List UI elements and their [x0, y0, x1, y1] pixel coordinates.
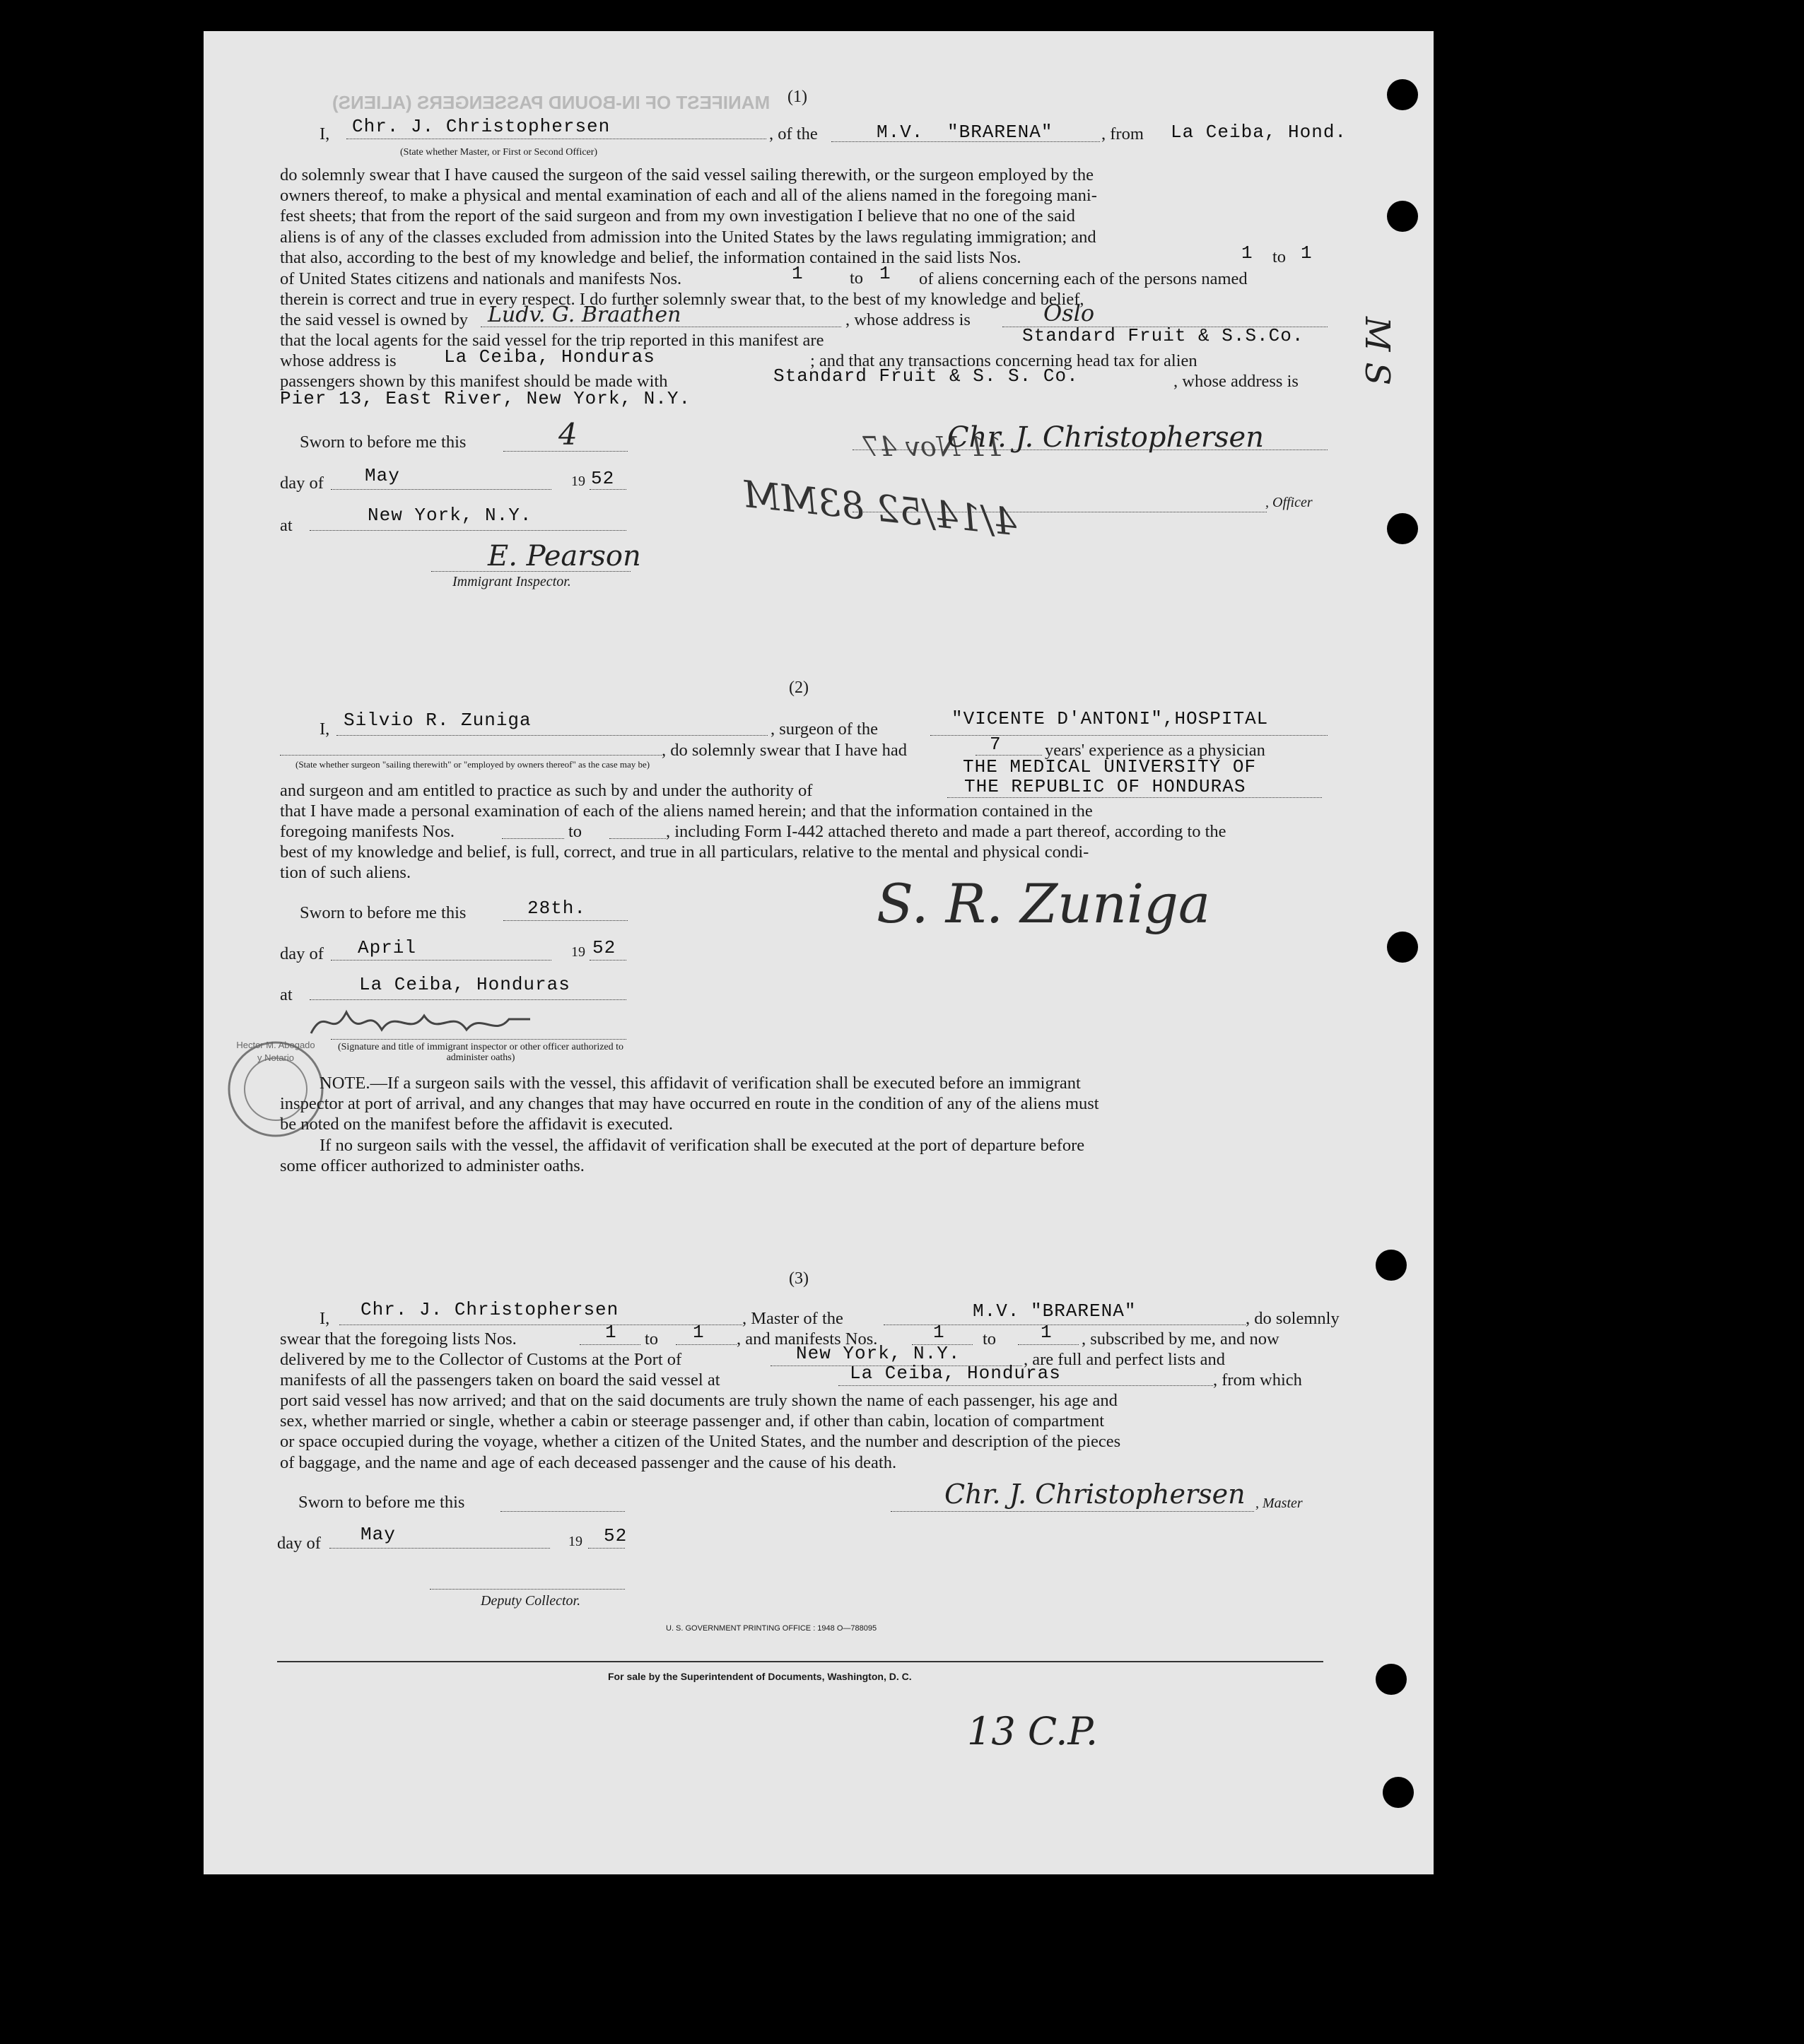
s2-note: NOTE.—If a surgeon sails with the vessel, this affidavit of verification shall be executed before an immigrant inspector at port of arrival, and any changes that may have occurred en route in the condition of any of the aliens must be noted on the manifest before the affidavit is executed. If no surgeon sails with the vessel, the affidavit of verification shall be executed at the port of departure before some officer authorized to administer oaths. — [280, 1074, 1099, 1175]
s1-sig-inspector: E. Pearson — [488, 540, 641, 572]
footer-rule — [277, 1661, 1323, 1662]
s1-aliens-text: of aliens concerning each of the persons named — [919, 269, 1248, 288]
s2-authority-1: THE MEDICAL UNIVERSITY OF — [963, 756, 1257, 777]
s3-delivered: delivered by me to the Collector of Customs at the Port of — [280, 1350, 682, 1369]
s2-to: to — [568, 822, 582, 841]
s1-passengers-text: passengers shown by this manifest should be made with — [280, 372, 668, 391]
s3-month: May — [361, 1524, 396, 1545]
s1-owner-address: Oslo — [1043, 300, 1095, 327]
s2-line-2: best of my knowledge and belief, is full, correct, and true in all particulars, relative to the mental and physical condi- — [280, 842, 1089, 862]
s1-agents-addr: La Ceiba, Honduras — [444, 346, 655, 368]
s3-manifests-from: 1 — [933, 1322, 945, 1343]
s2-month: April — [358, 937, 417, 958]
s2-at: at — [280, 985, 293, 1004]
punch-hole — [1387, 932, 1418, 963]
s2-year-prefix: 19 — [571, 944, 585, 960]
s2-surgeon-of: , surgeon of the — [771, 719, 878, 739]
s3-from-which: , from which — [1213, 1370, 1302, 1390]
s1-lists-to: 1 — [1301, 242, 1313, 264]
s1-place: New York, N.Y. — [368, 505, 532, 526]
s3-manifests-all: manifests of all the passengers taken on board the said vessel at — [280, 1370, 720, 1390]
s1-officer-label: , Officer — [1265, 495, 1313, 510]
s2-inspector-signature — [304, 998, 544, 1047]
s3-swear-text: swear that the foregoing lists Nos. — [280, 1329, 517, 1349]
s3-port: New York, N.Y. — [796, 1343, 961, 1364]
s1-year-prefix: 19 — [571, 474, 585, 489]
s2-sig-title: (Signature and title of immigrant inspector or other officer authorized to administer oaths) — [337, 1042, 624, 1063]
section-1-number: (1) — [787, 88, 807, 106]
s3-lists-to: 1 — [693, 1322, 705, 1343]
s1-month: May — [365, 465, 400, 486]
s1-citizens: of United States citizens and nationals and manifests Nos. — [280, 269, 682, 288]
s3-master-of: , Master of the — [742, 1309, 843, 1328]
s3-i: I, — [320, 1309, 330, 1328]
s1-therein: therein is correct and true in every respect. I do further solemnly swear that, to the best of my knowledge and belief, — [280, 290, 1084, 309]
s1-sig-officer: Chr. J. Christophersen — [947, 421, 1264, 454]
s1-owner: Ludv. G. Braathen — [488, 303, 681, 327]
faint-header: MANIFEST OF IN-BOUND PASSENGERS (ALIENS) — [332, 92, 771, 113]
s1-from-label: , from — [1101, 124, 1144, 143]
s3-to2: to — [983, 1329, 997, 1349]
s3-manifests-to: 1 — [1041, 1322, 1053, 1343]
s1-master-name: Chr. J. Christophersen — [352, 116, 611, 137]
s1-of-the: , of the — [769, 124, 818, 143]
s3-vessel: "BRARENA" — [1031, 1300, 1137, 1322]
s2-years: 7 — [990, 734, 1002, 755]
s2-swear-text: , do solemnly swear that I have had — [662, 741, 907, 760]
punch-hole — [1387, 79, 1418, 110]
s1-sworn: Sworn to before me this — [300, 433, 467, 452]
s1-vessel: "BRARENA" — [947, 122, 1053, 143]
s1-agents-addr-label: whose address is — [280, 351, 397, 370]
s2-authority-text: and surgeon and am entitled to practice as such by and under the authority of — [280, 781, 813, 800]
s2-place: La Ceiba, Honduras — [359, 974, 570, 995]
s3-solemnly: , do solemnly — [1246, 1309, 1340, 1328]
s1-whose-address-is: , whose address is — [1173, 372, 1299, 391]
punch-hole — [1387, 201, 1418, 232]
printing-office-line: U. S. GOVERNMENT PRINTING OFFICE : 1948 O—788095 — [666, 1624, 877, 1633]
s1-hand-note-2: 4/14/52 83MM — [740, 473, 1019, 545]
s1-sworn-day: 4 — [558, 417, 578, 452]
s1-agents-text: that the local agents for the said vessel for the trip reported in this manifest are — [280, 331, 824, 350]
s1-margin-note: M S — [1357, 317, 1397, 386]
s3-year-prefix: 19 — [568, 1534, 582, 1549]
punch-hole — [1376, 1664, 1407, 1695]
s1-inspector-label: Immigrant Inspector. — [452, 574, 571, 589]
s1-manifests-to: 1 — [879, 263, 891, 284]
s2-foregoing: foregoing manifests Nos. — [280, 822, 455, 841]
s1-manifests-from: 1 — [792, 263, 804, 284]
s3-paragraph: port said vessel has now arrived; and that on the said documents are truly shown the name of each passenger, his age and sex, whether married or single, whether a cabin or steerage passenger and, if other than cabin, location of compartment or space occupied during the voyage, whether a citizen of the United States, and the number and description of the pieces of baggage, and the name and age of each deceased passenger and the cause of his death. — [280, 1391, 1121, 1472]
s2-year: 52 — [592, 937, 616, 958]
s3-sworn: Sworn to before me this — [298, 1493, 465, 1512]
s2-line-1: that I have made a personal examination of each of the aliens named herein; and that the information contained in the — [280, 801, 1093, 821]
section-2-number: (2) — [789, 679, 809, 697]
s2-sworn-day: 28th. — [527, 898, 587, 919]
s3-master-name: Chr. J. Christophersen — [361, 1299, 619, 1320]
section-3-number: (3) — [789, 1269, 809, 1288]
for-sale-line: For sale by the Superintendent of Documents, Washington, D. C. — [608, 1671, 912, 1682]
s3-collector-label: Deputy Collector. — [481, 1593, 581, 1609]
s3-master-label: , Master — [1255, 1496, 1303, 1511]
s3-vessel-type: M.V. — [973, 1300, 1020, 1322]
s1-day-of: day of — [280, 474, 324, 493]
s3-day-of: day of — [277, 1534, 321, 1553]
s3-full: , are full and perfect lists and — [1024, 1350, 1226, 1369]
s3-manifests-text: , and manifests Nos. — [737, 1329, 878, 1349]
s1-owned-by-label: the said vessel is owned by — [280, 310, 469, 329]
s1-head-tax-text: ; and that any transactions concerning head tax for alien — [810, 351, 1197, 370]
s2-day-of: day of — [280, 944, 324, 963]
s3-to: to — [645, 1329, 659, 1349]
s1-to: to — [1272, 247, 1287, 266]
s1-lists-from: 1 — [1241, 242, 1253, 264]
s1-agents: Standard Fruit & S.S.Co. — [1022, 325, 1304, 346]
s3-lists-from: 1 — [605, 1322, 617, 1343]
s3-sig-master: Chr. J. Christophersen — [944, 1479, 1246, 1510]
s3-port-from: La Ceiba, Honduras — [850, 1363, 1061, 1384]
s2-authority-2: THE REPUBLIC OF HONDURAS — [964, 776, 1246, 797]
s3-subscribed: , subscribed by me, and now — [1082, 1329, 1279, 1349]
s1-vessel-type: M.V. — [877, 122, 924, 143]
s1-state-note: (State whether Master, or First or Second Officer) — [400, 147, 598, 158]
s1-hand-note: 11 Nov 47 — [862, 431, 1003, 462]
s1-whose-address: , whose address is — [845, 310, 971, 329]
s2-surgeon: Silvio R. Zuniga — [344, 710, 532, 731]
s2-years-text: years' experience as a physician — [1045, 741, 1265, 760]
punch-hole — [1376, 1250, 1407, 1281]
s1-year: 52 — [591, 468, 615, 489]
s2-hospital: "VICENTE D'ANTONI",HOSPITAL — [951, 708, 1269, 729]
notary-seal-text: Hector M. Abogado y Notario — [236, 1040, 315, 1063]
s1-head-tax-address: Pier 13, East River, New York, N.Y. — [280, 388, 691, 409]
s3-year: 52 — [604, 1525, 628, 1546]
s2-i: I, — [320, 719, 330, 739]
punch-hole — [1383, 1777, 1414, 1808]
s2-state-note: (State whether surgeon "sailing therewith" or "employed by owners thereof" as the case may be) — [295, 759, 650, 770]
s1-at: at — [280, 516, 293, 535]
s1-head-tax-company: Standard Fruit & S. S. Co. — [773, 365, 1079, 387]
handwritten-number: 13 C.P. — [967, 1709, 1098, 1754]
s2-form-text: , including Form I-442 attached thereto and made a part thereof, according to the — [666, 822, 1226, 841]
punch-hole — [1387, 513, 1418, 544]
s2-line-3: tion of such aliens. — [280, 863, 411, 882]
s1-paragraph: do solemnly swear that I have caused the surgeon of the said vessel sailing therewith, or the surgeon employed by the owners thereof, to make a physical and mental examination of each and all of the aliens named in the foregoing mani- fest sheets; that from the report of the said surgeon and from my own investigation I believe that no one of the said aliens is of any of the classes excluded from admission into the United States by the laws regulating immigration; and that also, according to the best of my knowledge and belief, the information contained in the said lists Nos. — [280, 165, 1097, 267]
s1-to2: to — [850, 269, 864, 288]
s2-sworn: Sworn to before me this — [300, 903, 467, 922]
s1-from-port: La Ceiba, Hond. — [1171, 122, 1347, 143]
s1-i: I, — [320, 124, 330, 143]
s2-sig-surgeon: S. R. Zuniga — [877, 872, 1211, 935]
